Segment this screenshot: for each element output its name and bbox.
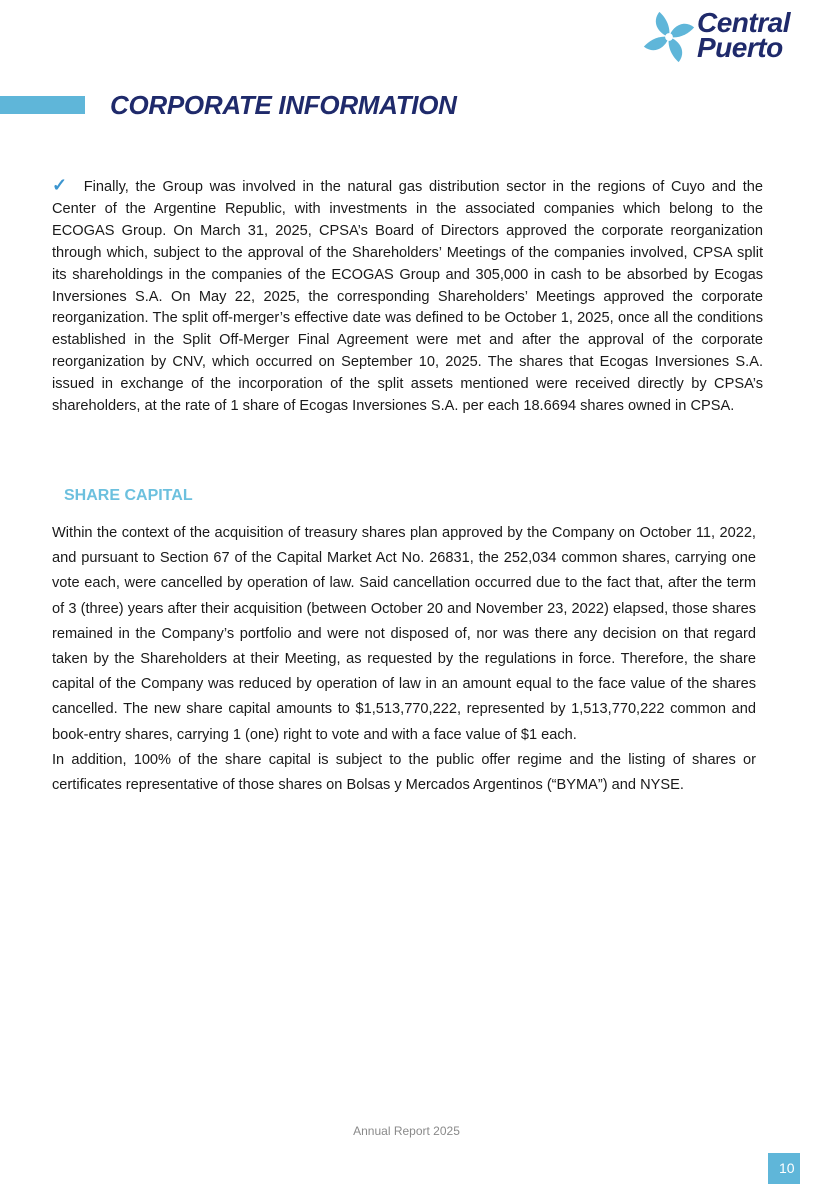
page-title: CORPORATE INFORMATION <box>110 90 457 120</box>
check-item-paragraph <box>52 175 763 418</box>
turbine-logo-icon <box>640 8 698 66</box>
check-item-text: Finally, the Group was involved in the natural gas distribution sector in the regions of Cuyo and the Center of the Argentine Republic, with investments in the associated companies which belong to the ECOGAS Group. On March 31, 2025, CPSA’s Board of Directors approved the corporate reorganization through which, subject to the approval of the Shareholders’ Meetings of the companies involved, CPSA split its shareholdings in the companies of the ECOGAS Group and 305,000 in cash to be absorbed by Ecogas Inversiones S.A. On May 22, 2025, the corresponding Shareholders’ Meetings approved the corporate reorganization. The split off-merger’s effective date was defined to be October 1, 2025, once all the conditions established in the Split Off-Merger Final Agreement were met and after the approval of the corporate reorganization by CNV, which occurred on September 10, 2025. The shares that Ecogas Inversiones S.A. issued in exchange of the incorporation of the split assets mentioned were received directly by CPSA’s shareholders, at the rate of 1 share of Ecogas Inversiones S.A. per each 18.6694 shares owned in CPSA. <box>52 179 763 415</box>
logo-wordmark <box>697 7 790 63</box>
central-puerto-logo <box>640 8 810 70</box>
share-capital-body <box>52 521 756 798</box>
share-capital-paragraph: Within the context of the acquisition of treasury shares plan approved by the Company on October 11, 2022, and pursuant to Section 67 of the Capital Market Act No. 26831, the 252,034 common shares, carrying one vote each, were cancelled by operation of law. Said cancellation occurred due to the fact that, after the term of 3 (three) years after their acquisition (between October 20 and November 23, 2022) elapsed, those shares remained in the Company’s portfolio and were not disposed of, nor was there any decision on that regard taken by the Shareholders at their Meeting, as requested by the regulations in force. Therefore, the share capital of the Company was reduced by operation of law in an amount equal to the face value of the shares cancelled. The new share capital amounts to $1,513,770,222, represented by 1,513,770,222 common and book-entry shares, carrying 1 (one) right to vote and with a face value of $1 each. <box>52 525 756 743</box>
footer-label: Annual Report 2025 <box>353 1124 460 1138</box>
logo-line-2: Puerto <box>697 32 783 63</box>
share-capital-paragraph: In addition, 100% of the share capital is subject to the public offer regime and the listing of shares or certificates representative of those shares on Bolsas y Mercados Argentinos (“BYMA”) and NYSE. <box>52 751 756 794</box>
logo-line-1: Central <box>697 7 790 38</box>
header-accent-bar <box>0 96 85 114</box>
check-icon: ✓ <box>52 175 70 195</box>
section-heading-share-capital: SHARE CAPITAL <box>64 487 193 504</box>
page-number: 10 <box>768 1153 800 1184</box>
